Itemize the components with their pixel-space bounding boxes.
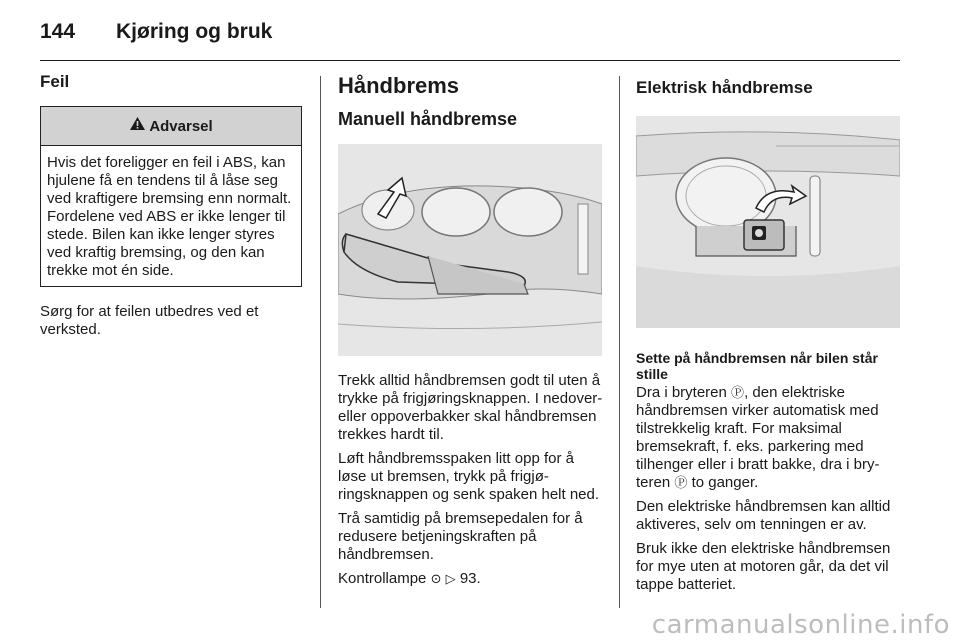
paragraph-handbrake-3: Trå samtidig på bremsepedalen for å redusere betjeningskraften på håndbremsen. — [338, 510, 583, 563]
column-divider — [320, 76, 321, 608]
paragraph-handbrake-1: Trekk alltid håndbremsen godt til uten å trykke på frigjøringsknappen. I nedover- eller oppoverbakker skal håndbremsen trekkes hardt til. — [338, 372, 603, 443]
subhead-apply-stationary: Sette på håndbremsen når bilen står stille — [636, 350, 878, 382]
warning-text: Hvis det foreligger en feil i ABS, kan hjulene få en tendens til å låse seg ved kraftigere bremsing enn normalt. Fordelene ved ABS er ikke lenger til stede. Bilen kan ikke lenger styres ved kraftig bremsing, og den kan trekke mot én side. — [47, 154, 292, 279]
warning-header — [41, 107, 301, 146]
electric-brake-switch-figure — [636, 116, 900, 328]
paragraph-electric-1-part-b: , den elektriske håndbremsen virker automatisk med tilstrekkelig kraft. For maksimal bremsekraft, f. eks. parkering med tilhenger eller i bratt bakke, dra i bryteren — [636, 384, 880, 491]
warning-title: Advarsel — [149, 117, 213, 135]
chapter-title: Kjøring og bruk — [116, 20, 273, 43]
warning-box — [40, 106, 302, 287]
paragraph-electric-1 — [636, 384, 902, 492]
column-fault — [40, 72, 302, 345]
column-divider — [619, 76, 620, 608]
paragraph-electric-1-part-c: to ganger. — [691, 474, 759, 491]
heading-handbrake: Håndbrems — [338, 73, 460, 98]
paragraph-electric-3: Bruk ikke den elektriske håndbremsen for mye uten at motoren går, da det vil tappe batteriet. — [636, 540, 891, 593]
paragraph-indicator — [338, 570, 604, 588]
indicator-label: Kontrollampe — [338, 570, 427, 587]
heading-electric-handbrake: Elektrisk håndbremse — [636, 78, 813, 97]
column-electric-handbrake — [636, 72, 902, 600]
indicator-page-ref: 93. — [459, 570, 481, 587]
paragraph-electric-1-part-a: Dra i bryteren — [636, 384, 727, 401]
column-handbrake — [338, 72, 604, 594]
subheading-manual-handbrake: Manuell håndbremse — [338, 109, 518, 129]
page-reference-icon: ▷ — [445, 571, 456, 586]
parking-brake-switch-icon: Ⓟ — [731, 385, 745, 400]
paragraph-handbrake-2: Løft håndbremsspaken litt opp for å løse ut bremsen, trykk på frigjøringsknappen og senk spaken helt ned. — [338, 450, 600, 503]
section-title-fault: Feil — [40, 72, 70, 91]
paragraph-electric-2: Den elektriske håndbremsen kan alltid aktiveres, selv om tenningen er av. — [636, 498, 891, 533]
paragraph-repair: Sørg for at feilen utbedres ved et verksted. — [40, 303, 259, 338]
parking-brake-switch-icon: Ⓟ — [674, 475, 688, 490]
watermark: carmanualsonline.info — [651, 610, 950, 640]
page-header — [40, 16, 900, 61]
warning-triangle-icon — [129, 116, 146, 136]
page-number: 144 — [40, 20, 76, 43]
handbrake-lever-figure — [338, 144, 602, 356]
parking-brake-lamp-icon: ⊙ — [430, 571, 442, 586]
